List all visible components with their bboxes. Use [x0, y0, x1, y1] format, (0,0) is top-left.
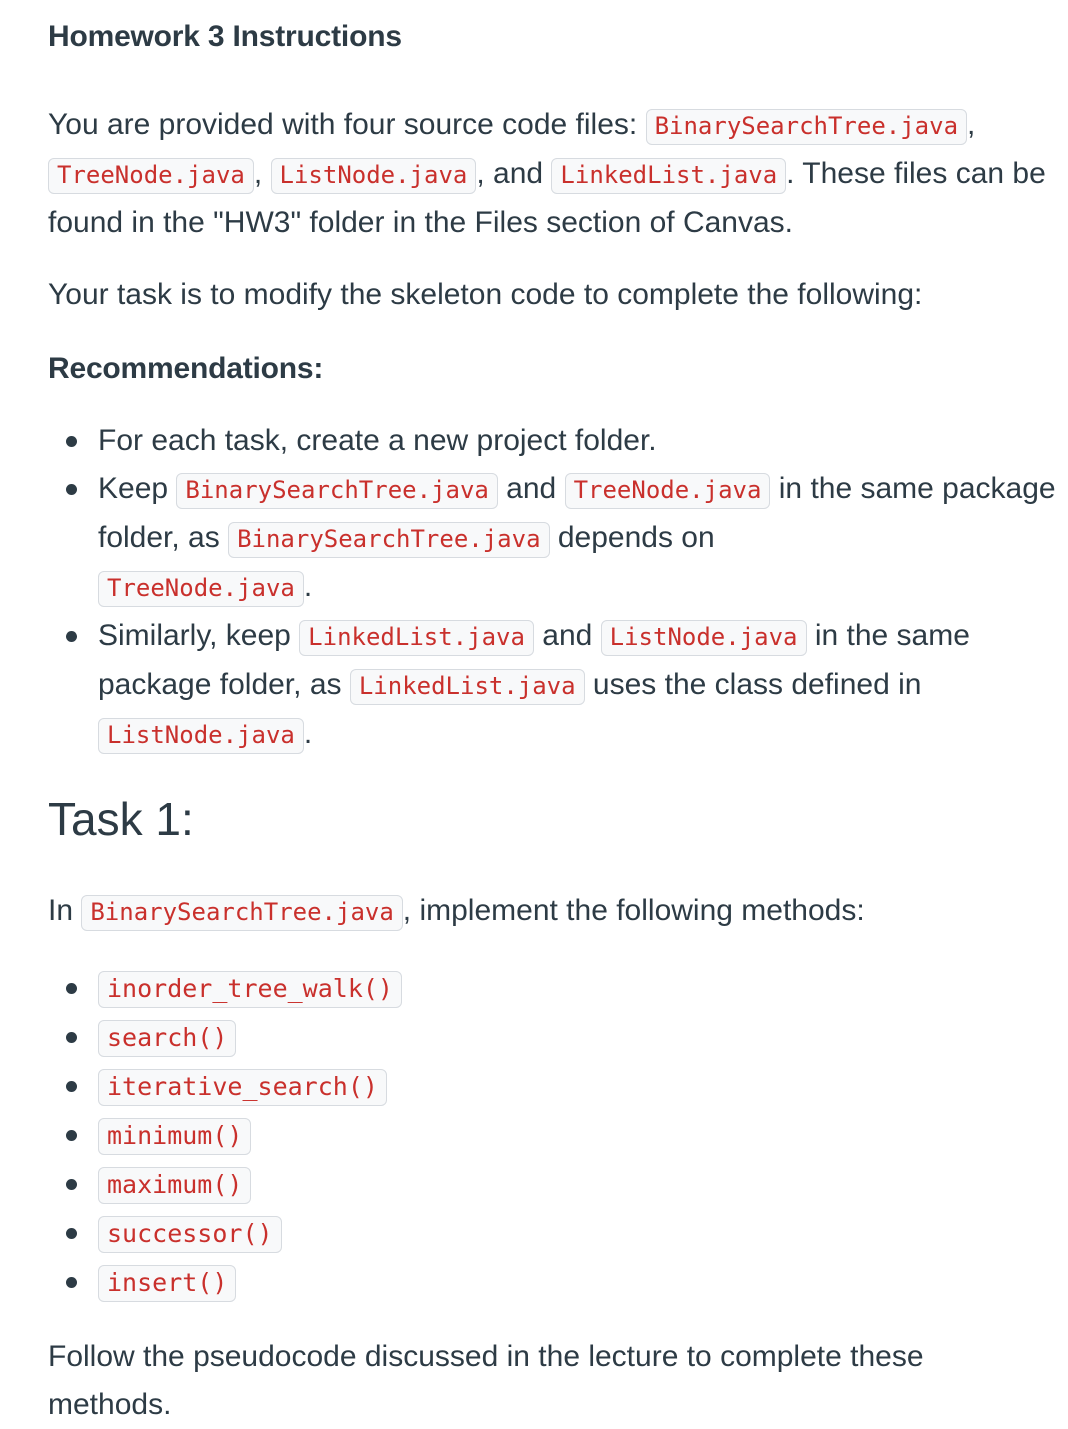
method-name: minimum(): [98, 1118, 251, 1155]
code-file-name: TreeNode.java: [48, 158, 254, 194]
code-file-name: ListNode.java: [601, 620, 807, 656]
task1-heading: Task 1:: [48, 793, 194, 845]
recommendation-text: in the same package folder, as: [98, 619, 970, 701]
recommendation-text: .: [303, 570, 313, 603]
method-name: insert(): [98, 1265, 236, 1302]
task1-intro: [48, 887, 1068, 936]
recommendation-text: depends on: [549, 521, 715, 554]
recommendation-text: For each task, create a new project folder.: [98, 424, 657, 457]
intro-text: ,: [253, 157, 271, 190]
recommendation-text: .: [303, 717, 313, 750]
code-file-name: BinarySearchTree.java: [176, 473, 497, 509]
method-name: successor(): [98, 1216, 282, 1253]
page-title: Homework 3 Instructions: [48, 20, 402, 53]
recommendation-item: [48, 612, 1068, 759]
method-item: [48, 1013, 1068, 1062]
recommendations-heading: Recommendations:: [48, 352, 324, 385]
code-file-name: LinkedList.java: [299, 620, 534, 656]
code-file-name: BinarySearchTree.java: [646, 109, 967, 145]
code-file-name: ListNode.java: [98, 718, 304, 754]
method-name: iterative_search(): [98, 1069, 387, 1106]
code-file-name: LinkedList.java: [551, 158, 786, 194]
intro-text: . These files can be found in the "HW3" folder in the Files section of Canvas.: [48, 157, 1046, 239]
code-file-name: BinarySearchTree.java: [81, 895, 402, 931]
method-name: inorder_tree_walk(): [98, 971, 402, 1008]
intro-text: , and: [476, 157, 552, 190]
intro-text: ,: [967, 108, 976, 141]
method-item: [48, 1258, 1068, 1307]
recommendation-text: and: [533, 619, 601, 652]
method-name: maximum(): [98, 1167, 251, 1204]
method-item: [48, 1111, 1068, 1160]
recommendation-text: Similarly, keep: [98, 619, 300, 652]
closing-paragraph: Follow the pseudocode discussed in the lecture to complete these methods.: [48, 1340, 924, 1421]
code-file-name: LinkedList.java: [350, 669, 585, 705]
recommendation-text: uses the class defined in: [584, 668, 922, 701]
task-description: Your task is to modify the skeleton code to complete the following:: [48, 278, 923, 311]
code-file-name: TreeNode.java: [565, 473, 771, 509]
task1-intro-text: In: [48, 894, 82, 927]
recommendation-text: Keep: [98, 472, 177, 505]
method-item: [48, 1062, 1068, 1111]
intro-text: You are provided with four source code files:: [48, 108, 646, 141]
method-item: [48, 1209, 1068, 1258]
recommendation-item: [48, 417, 1068, 465]
recommendation-text: in the same package folder, as: [98, 472, 1056, 554]
code-file-name: ListNode.java: [271, 158, 477, 194]
intro-paragraph: [48, 101, 1068, 247]
recommendation-text: and: [497, 472, 565, 505]
recommendation-item: [48, 465, 1068, 612]
code-file-name: BinarySearchTree.java: [228, 522, 549, 558]
method-item: [48, 964, 1068, 1013]
task1-intro-text: , implement the following methods:: [402, 894, 865, 927]
method-item: [48, 1160, 1068, 1209]
recommendations-list: [48, 417, 1068, 759]
code-file-name: TreeNode.java: [98, 571, 304, 607]
method-name: search(): [98, 1020, 236, 1057]
methods-list: [48, 964, 1068, 1307]
